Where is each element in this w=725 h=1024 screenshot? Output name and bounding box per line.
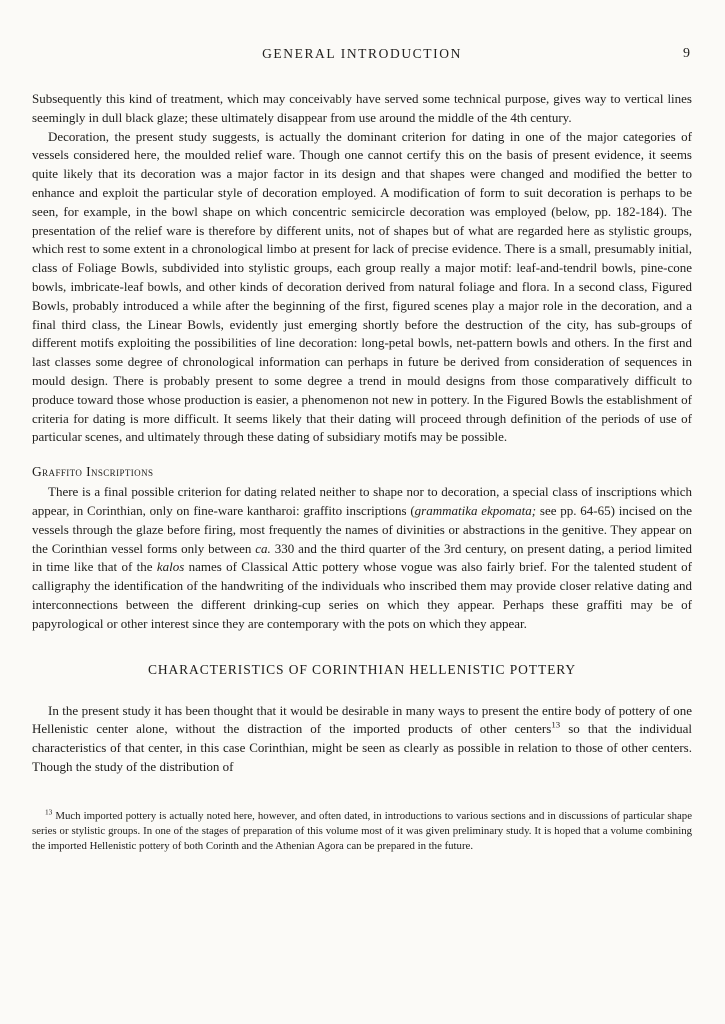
paragraph-continuation: Subsequently this kind of treatment, which may conceivably have served some technical purpose, gives way to vertical lines seemingly in dull black glaze; these ultimately disappear from use around the middle of the 4th century.	[32, 91, 692, 125]
paragraph-decoration: Decoration, the present study suggests, is actually the dominant criterion for dating in one of the major categories of vessels considered here, the moulded relief ware. Though one cannot certify this on the basis of present evidence, it seems quite likely that its decoration was a major factor in its design and that shapes were changed and modified the better to enhance and exploit the particular style of decoration employed. A modification of form to suit decoration is perhaps to be seen, for example, in the bowl shape on which concentric semicircle decoration was employed (below, pp. 182-184). The presentation of the relief ware is therefore by different units, not of shapes but of what are regarded here as stylistic groups, which rest to some extent in a chronological limbo at present for lack of precise evidence. There is a small, presumably initial, class of Foliage Bowls, subdivided into stylistic groups, each group really a major motif: leaf-and-tendril bowls, pine-cone bowls, imbricate-leaf bowls, and other kinds of decoration derived from natural foliage and flora. In a second class, Figured Bowls, probably introduced a while after the beginning of the first, figured scenes play a major role in the decoration, and a final third class, the Linear Bowls, evidently just emerging shortly before the destruction of the city, has sub-groups of different motifs exploiting the possibilities of line decoration: long-petal bowls, net-pattern bowls and others. In the first and last classes some degree of chronological information can perhaps in future be derived from consideration of sequences in mould design. There is probably present to some degree a trend in mould designs from those comparatively difficult to produce toward those whose production is easier, a phenomenon not new in pottery. In the Figured Bowls the establishment of criteria for dating is more difficult. It seems likely that their dating will proceed through definition of the periods of use of particular scenes, and ultimately through these dating of subsidiary motifs may be possible.	[32, 128, 692, 445]
page-number: 9	[683, 46, 690, 61]
chapter-heading-characteristics: CHARACTERISTICS OF CORINTHIAN HELLENISTIC POTTERY	[147, 661, 577, 677]
page-body	[32, 90, 692, 854]
section-heading-graffito: Graffito Inscriptions	[32, 464, 154, 480]
paragraph-graffito: There is a final possible criterion for dating related neither to shape nor to decoration, a special class of inscriptions which appear, in Corinthian, only on fine-ware kantharoi: graffito inscriptions (grammatika ekpomata; see pp. 64-65) incised on the vessels through the glaze before firing, most frequently the names of divinities or abstractions in the genitive. They appear on the Corinthian vessel forms only between ca. 330 and the third quarter of the 3rd century, on present dating, a period limited in time like that of the kalos names of Classical Attic pottery whose vogue was also fairly brief. For the talented student of calligraphy the identification of the handwriting of the individuals who inscribed them may provide closer relative dating and interconnections between the different drinking-cup series on which they appear. Perhaps these graffiti may be of papyrological or other interest since they are contemporary with the pots on which they appear.	[32, 484, 692, 631]
page-header	[32, 46, 692, 66]
footnote: $^{13}$ Much imported pottery is actually noted here, however, and often dated, in introductions to various sections and in discussions of particular shape series or stylistic groups. In one of the stages of preparation of this volume most of it was given preliminary study. It is hoped that a volume combining the imported Hellenistic pottery of both Corinth and the Athenian Agora can be prepared in the future.	[32, 807, 692, 852]
paragraph-characteristics: In the present study it has been thought that it would be desirable in many ways to present the entire body of pottery of one Hellenistic center alone, without the distraction of the imported products of other centers$^{13}$ so that the individual characteristics of that center, in this case Corinthian, might be seen as clearly as possible in relation to those of other centers. Though the study of the distribution of	[32, 702, 693, 774]
running-title: GENERAL INTRODUCTION	[262, 46, 462, 61]
